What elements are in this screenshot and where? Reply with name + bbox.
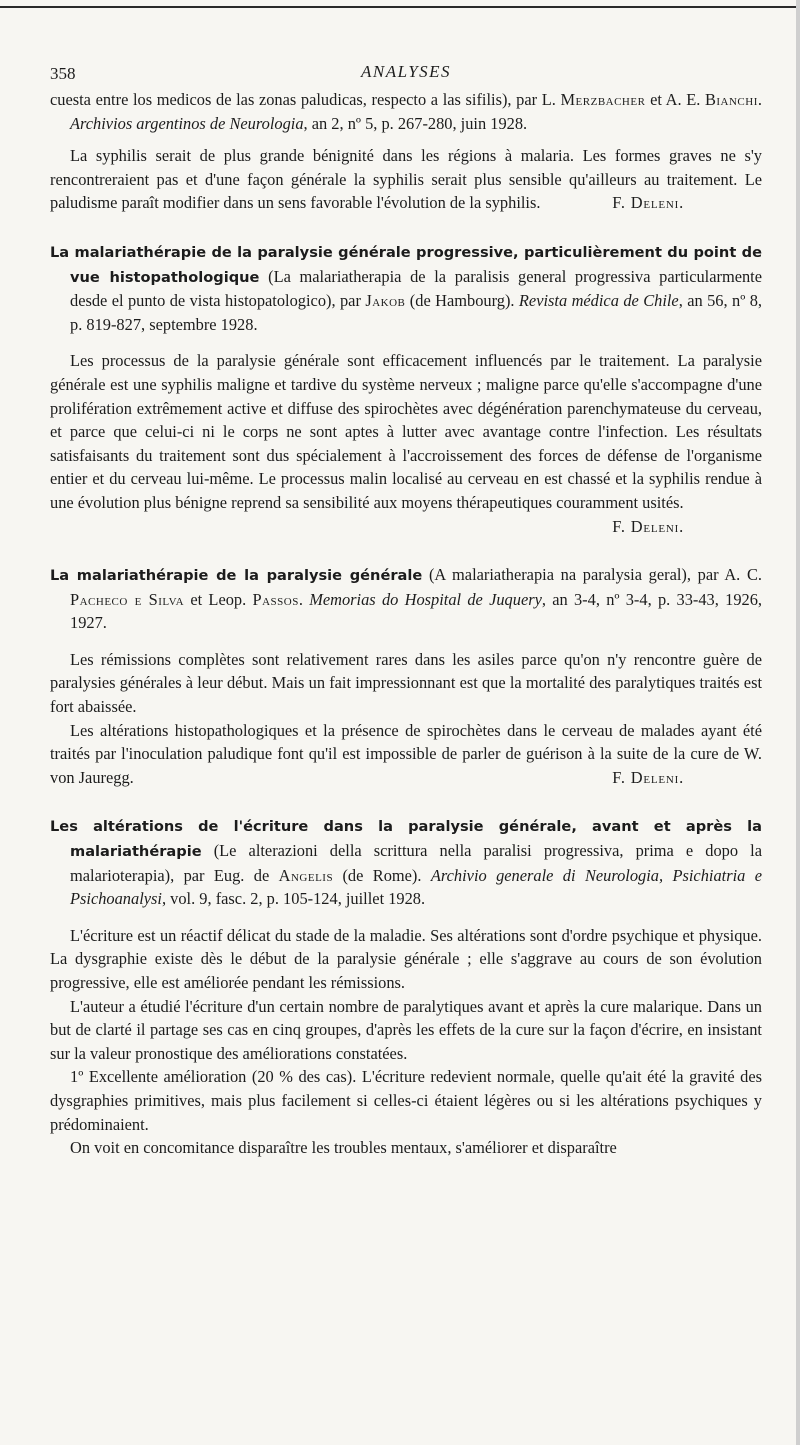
journal-name: Revista médica de Chile	[518, 291, 679, 311]
page-edge-shadow	[796, 0, 800, 1445]
journal-name: Memorias do Hospital de Juquery	[309, 589, 542, 609]
review-4-paragraph-1: L'écriture est un réactif délicat du stade de la maladie. Ses altérations sont d'ordre psychique et physique. La dysgraphie existe dès le début de la paralysie générale ; elle s'aggrave au cours de son évolution progressive, elle est améliorée pendant les rémissions.	[50, 925, 762, 992]
journal-name: Archivios argentinos de Neurologia	[70, 113, 304, 133]
review-1-signature: F. Deleni.	[612, 193, 684, 213]
review-3-title: La malariathérapie de la paralysie générale	[50, 567, 423, 585]
review-1-citation: cuesta entre los medicos de las zonas paludicas, respecto a las sifilis), par L. Merzbacher et A. E. Bianchi. Archivios argentinos de Neurologia, an 2, nº 5, p. 267-280, juin 1928.	[50, 90, 762, 133]
review-4-title: Les altérations de l'écriture dans la paralysie générale, avant et après la malariathérapie	[50, 818, 762, 861]
page-content	[50, 62, 762, 1160]
review-2-body: Les processus de la paralysie générale sont efficacement influencés par le traitement. La paralysie générale est une syphilis maligne et tardive du système nerveux ; maligne parce qu'elle s'accompagne d'une prolifération extrêmement active et diffuse des spirochètes avec dégénération parenchymateuse du cerveau, et parce que celui-ci ni le corps ne sont aptes à lutter avec avantage contre l'infection. Les résultats satisfaisants du traitement sont dus spécialement à l'accroissement des forces de défense de l'organisme entier et du cerveau lui-même. Le processus malin localisé au cerveau en est chassé et la syphilis rendue à une évolution plus bénigne reprend sa sensibilité aux moyens thérapeutiques couramment usités. F. Deleni.	[50, 349, 762, 538]
running-head	[50, 62, 762, 88]
review-2-title: La malariathérapie de la paralysie générale progressive, particulièrement du point de vue histopathologique	[50, 243, 762, 286]
review-2-signature: F. Deleni.	[612, 516, 684, 536]
running-head-title: ANALYSES	[360, 62, 452, 81]
author-name: Passos	[252, 589, 299, 609]
review-3-body-1: Les rémissions complètes sont relativement rares dans les asiles parce qu'on n'y rencontre guère de paralysies générales à leur début. Mais un fait impressionnant est que la mortalité des paralytiques traités est fort abaissée.	[50, 649, 762, 717]
review-2-citation: La malariathérapie de la paralysie générale progressive, particulièrement du point de vue histopathologique (La malariatherapia de la paralisis general progressiva particularmente desde el punto de vista histopatologico), par Jakob (de Hambourg). Revista médica de Chile, an 56, nº 8, p. 819-827, septembre 1928.	[50, 243, 763, 334]
review-3-signature: F. Deleni.	[612, 767, 684, 787]
author-name: Jakob	[365, 291, 406, 311]
page-number: 358	[50, 64, 76, 83]
review-4-citation: Les altérations de l'écriture dans la paralysie générale, avant et après la malariathérapie (Le alterazioni della scrittura nella paralisi progressiva, prima e dopo la malarioterapia), par Eug. de Angelis (de Rome). Archivio generale di Neurologia, Psichiatria e Psichoanalysi, vol. 9, fasc. 2, p. 105-124, juillet 1928.	[50, 818, 762, 909]
top-border-rule	[0, 6, 800, 8]
journal-name: Archivio generale di Neurologia, Psichiatria e Psichoanalysi	[70, 865, 762, 909]
review-4-paragraph-4: On voit en concomitance disparaître les troubles mentaux, s'améliorer et disparaître	[70, 1138, 617, 1158]
review-4-paragraph-3: 1º Excellente amélioration (20 % des cas). L'écriture redevient normale, quelle qu'ait été la gravité des dysgraphies primitives, mais plus facilement si celles-ci étaient légères ou si les altérations psychiques y prédominaient.	[50, 1067, 762, 1134]
author-name: Angelis	[278, 865, 334, 885]
review-3-body-2: Les altérations histopathologiques et la présence de spirochètes dans le cerveau de malades ayant été traités par l'inoculation paludique font qu'il est impossible de parler de guérison à la suite de la cure de W. von Jauregg. F. Deleni.	[50, 719, 762, 790]
author-name: Bianchi	[704, 90, 758, 109]
author-name: Merzbacher	[560, 90, 646, 109]
review-3-citation: La malariathérapie de la paralysie générale (A malariatherapia na paralysia geral), par A. C. Pacheco e Silva et Leop. Passos. Memorias do Hospital de Juquery, an 3-4, nº 3-4, p. 33-43, 1926, 1927.	[50, 565, 762, 633]
author-name: Pacheco e Silva	[70, 589, 185, 609]
review-1-body: La syphilis serait de plus grande bénignité dans les régions à malaria. Les formes graves ne s'y rencontreraient pas et d'une façon générale la syphilis serait plus sensible qu'ailleurs au traitement. Le paludisme paraît modifier dans un sens favorable l'évolution de la syphilis. F. Deleni.	[50, 144, 762, 215]
review-4-paragraph-2: L'auteur a étudié l'écriture d'un certain nombre de paralytiques avant et après la cure malarique. Dans un but de clarté il partage ses cas en cinq groupes, d'après les effets de la cure sur la façon d'écrire, en insistant sur la valeur pronostique des améliorations constatées.	[50, 996, 762, 1063]
